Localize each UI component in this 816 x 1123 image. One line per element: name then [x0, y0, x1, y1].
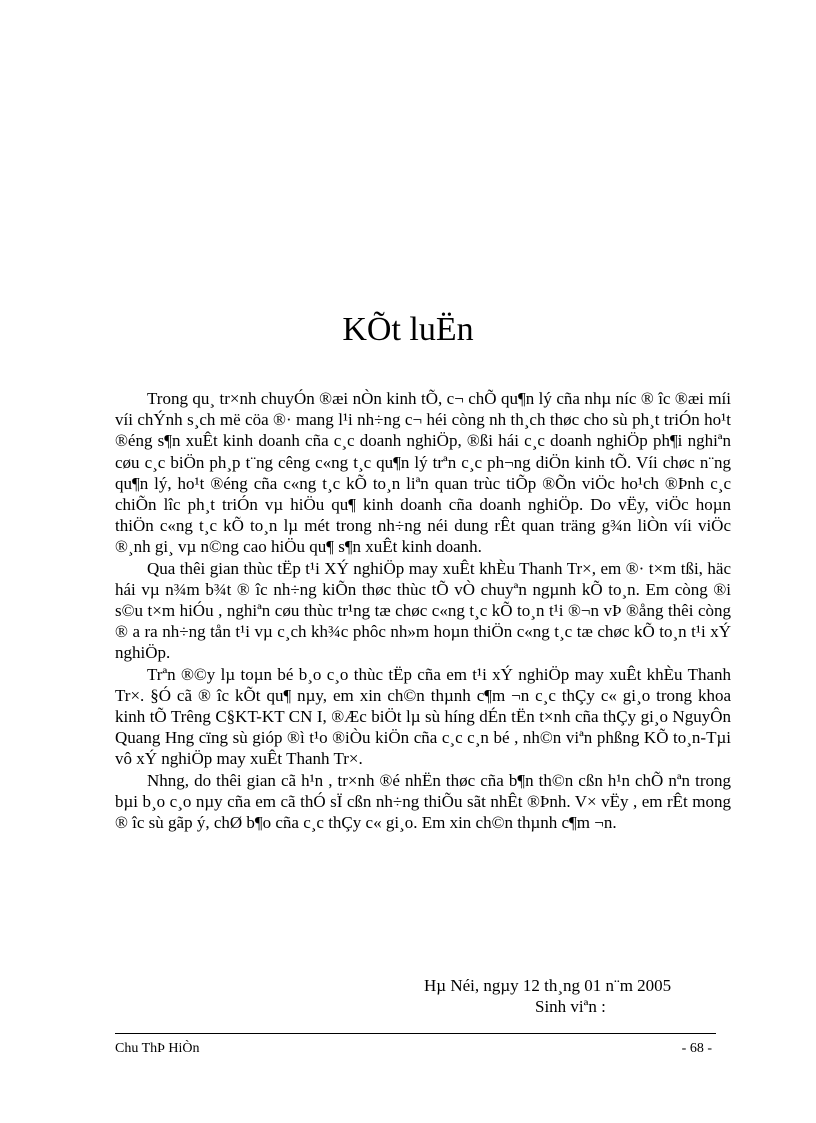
- footer-divider: [115, 1033, 716, 1034]
- body-text: [115, 388, 731, 833]
- footer-author: Chu ThÞ HiÒn: [115, 1041, 200, 1056]
- paragraph-4: Nhng, do thêi gian cã h¹n , tr×nh ®é nhËn thøc cña b¶n th©n cßn h¹n chÕ nªn trong bµi b¸o c¸o nµy cña em cã thÓ sÏ cßn nh÷ng thiÕu sãt nhÊt ®Þnh. V× vËy , em rÊt mong ® îc sù gãp ý, chØ b¶o cña c¸c thÇy c« gi¸o. Em xin ch©n thµnh c¶m ¬n.: [115, 770, 731, 833]
- paragraph-2: Qua thêi gian thùc tËp t¹i XÝ nghiÖp may xuÊt khÈu Thanh Tr×, em ®· t×m tßi, häc hái vµ n¾m b¾t ® îc nh÷ng kiÕn thøc thùc tÕ vÒ chuyªn ngµnh kÕ to¸n. Em còng ®i s©u t×m hiÓu , nghiªn cøu thùc tr¹ng tæ chøc c«ng t¸c kÕ to¸n t¹i ®¬n vÞ ®ång thêi còng ® a ra nh÷ng tån t¹i vµ c¸ch kh¾c phôc nh»m hoµn thiÖn c«ng t¸c tæ chøc kÕ to¸n t¹i xÝ nghiÖp.: [115, 558, 731, 663]
- paragraph-3: Trªn ®©y lµ toµn bé b¸o c¸o thùc tËp cña em t¹i xÝ nghiÖp may xuÊt khÈu Thanh Tr×. §Ó cã ® îc kÕt qu¶ nµy, em xin ch©n thµnh c¶m ¬n c¸c thÇy c« gi¸o trong khoa kinh tÕ Trêng C§KT-KT CN I, ®Æc biÖt lµ sù híng dÉn tËn t×nh cña thÇy gi¸o NguyÔn Quang Hng cïng sù gióp ®ì t¹o ®iÒu kiÖn cña c¸c c¸n bé , nh©n viªn phßng KÕ to¸n-Tµi vô xÝ nghiÖp may xuÊt Thanh Tr×.: [115, 664, 731, 769]
- paragraph-1: Trong qu¸ tr×nh chuyÓn ®æi nÒn kinh tÕ, c¬ chÕ qu¶n lý cña nhµ níc ® îc ®æi míi víi chÝnh s¸ch më cöa ®· mang l¹i nh÷ng c¬ héi còng nh th¸ch thøc cho sù ph¸t triÓn ho¹t ®éng s¶n xuÊt kinh doanh cña c¸c doanh nghiÖp, ®ßi hái c¸c doanh nghiÖp ph¶i nghiªn cøu c¸c biÖn ph¸p t¨ng cêng c«ng t¸c qu¶n lý trªn c¸c ph¬ng diÖn kinh tÕ. Víi chøc n¨ng qu¶n lý, ho¹t ®éng cña c«ng t¸c kÕ to¸n liªn quan trùc tiÕp ®Õn viÖc ho¹ch ®Þnh c¸c chiÕn lîc ph¸t triÓn vµ hiÖu qu¶ kinh doanh cña doanh nghiÖp. Do vËy, viÖc hoµn thiÖn c«ng t¸c kÕ to¸n lµ mét trong nh÷ng néi dung rÊt quan träng g¾n liÒn víi viÖc ®¸nh gi¸ vµ n©ng cao hiÖu qu¶ s¶n xuÊt kinh doanh.: [115, 389, 731, 557]
- sign-date: Hµ Néi, ngµy 12 th¸ng 01 n¨m 2005: [424, 976, 672, 995]
- sign-role: Sinh viªn :: [535, 997, 606, 1016]
- footer-page-number: - 68 -: [681, 1041, 712, 1056]
- page-title: KÕt luËn: [342, 311, 474, 348]
